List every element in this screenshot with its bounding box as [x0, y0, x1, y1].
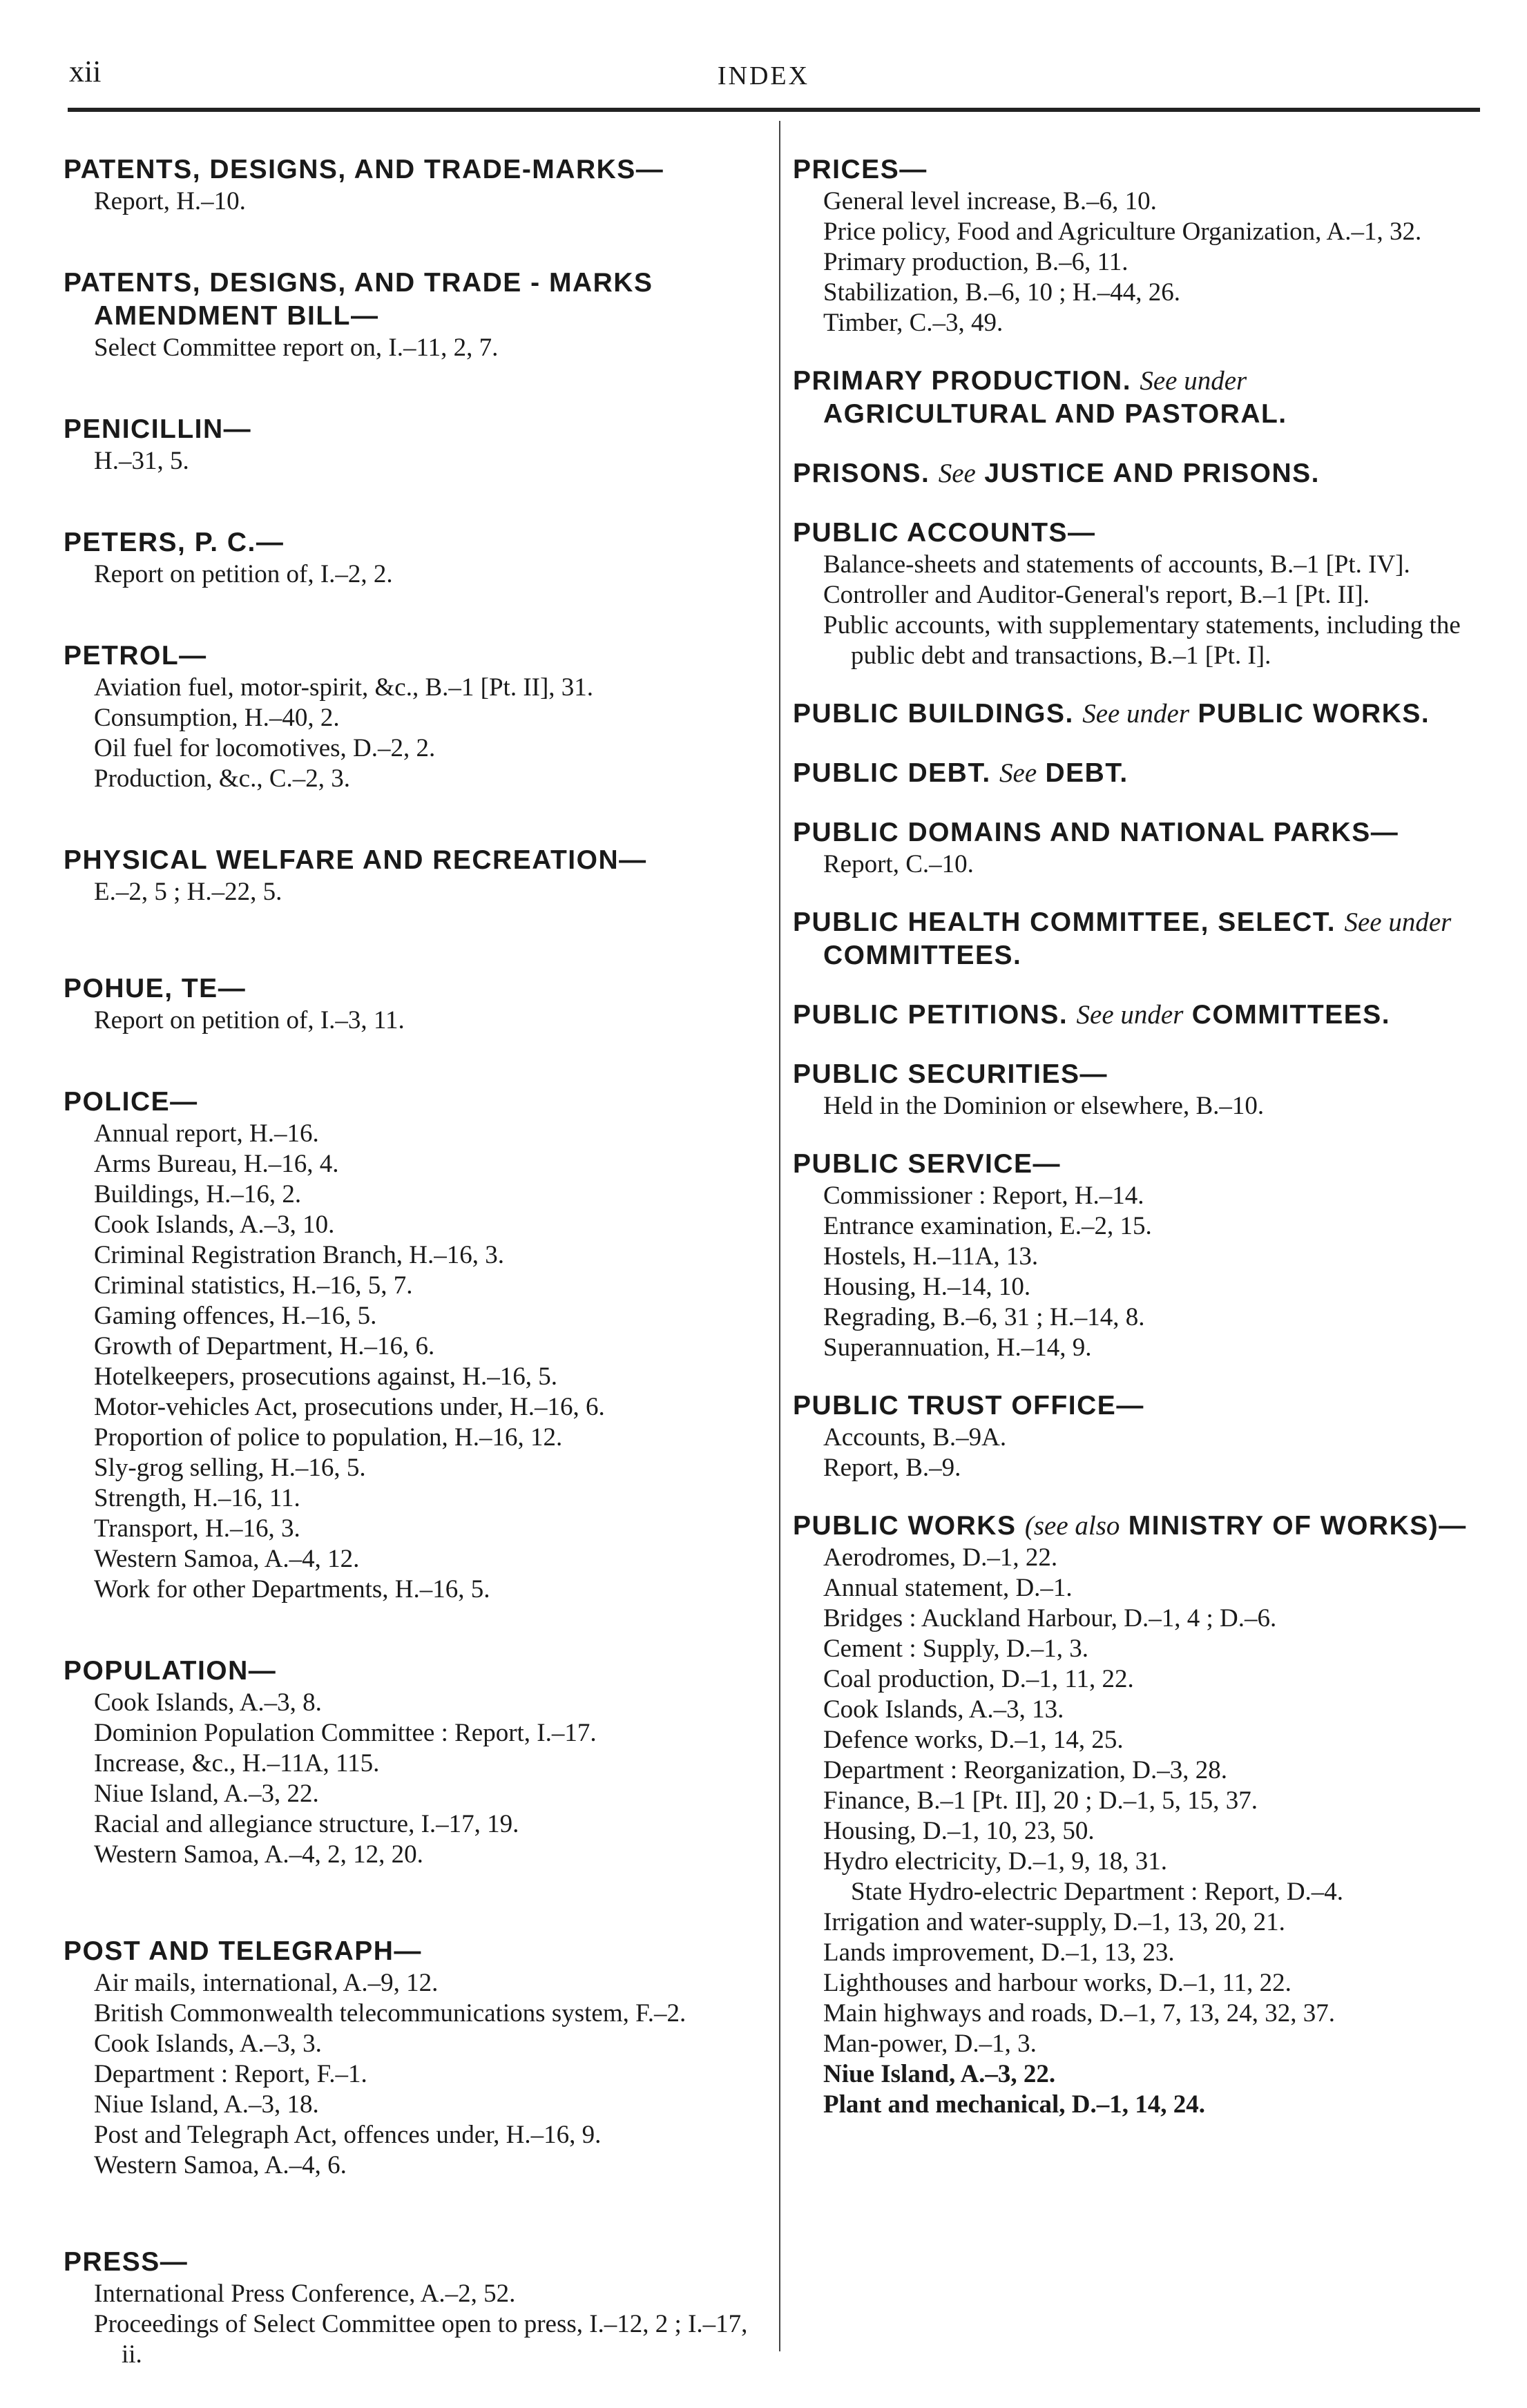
heading-text: PUBLIC SERVICE— — [793, 1149, 1062, 1179]
index-subentry: Held in the Dominion or elsewhere, B.–10. — [823, 1092, 1265, 1120]
index-entry-public_accounts — [793, 517, 1477, 671]
index-subentry: H.–31, 5. — [94, 447, 189, 475]
heading-text: PATENTS, DESIGNS, AND TRADE-MARKS— — [64, 155, 664, 184]
index-subentry: Hostels, H.–11A, 13. — [823, 1242, 1039, 1271]
heading-text: PUBLIC DOMAINS AND NATIONAL PARKS— — [793, 818, 1399, 847]
index-subentry: Defence works, D.–1, 14, 25. — [823, 1726, 1124, 1754]
index-subentry: Western Samoa, A.–4, 6. — [94, 2151, 347, 2179]
index-subentry: Niue Island, A.–3, 22. — [94, 1780, 319, 1808]
index-subentry: Gaming offences, H.–16, 5. — [94, 1302, 377, 1330]
index-subentry: Bridges : Auckland Harbour, D.–1, 4 ; D.–6. — [823, 1604, 1277, 1632]
index-subentry: Report on petition of, I.–3, 11. — [94, 1006, 405, 1034]
entry-heading — [793, 365, 1477, 431]
index-entry-public_trust — [793, 1389, 1477, 1483]
index-entry-penicillin — [64, 413, 761, 476]
index-subentry: Man-power, D.–1, 3. — [823, 2030, 1037, 2058]
see-reference: See under — [1076, 1000, 1184, 1030]
index-subentry: Public accounts, with supplementary statements, including the public debt and transactions, B.–1 [Pt. I]. — [823, 611, 1461, 670]
index-entry-patents1 — [64, 153, 761, 217]
entry-heading — [64, 639, 761, 673]
index-subentry: Criminal statistics, H.–16, 5, 7. — [94, 1271, 413, 1300]
index-subentry: Report, H.–10. — [94, 187, 246, 215]
index-subentry: International Press Conference, A.–2, 52. — [94, 2280, 516, 2308]
index-subentry: Criminal Registration Branch, H.–16, 3. — [94, 1241, 504, 1269]
index-subentry: Work for other Departments, H.–16, 5. — [94, 1575, 490, 1603]
index-subentry: Irrigation and water-supply, D.–1, 13, 20, 21. — [823, 1908, 1285, 1936]
index-subentry: Growth of Department, H.–16, 6. — [94, 1332, 435, 1360]
heading-text: PRIMARY PRODUCTION. — [793, 366, 1132, 396]
index-subentry: Cook Islands, A.–3, 13. — [823, 1695, 1064, 1724]
entry-heading — [64, 844, 761, 877]
entry-heading — [793, 1058, 1477, 1091]
heading-text: PHYSICAL WELFARE AND RECREATION— — [64, 845, 647, 875]
index-subentry: Stabilization, B.–6, 10 ; H.–44, 26. — [823, 278, 1180, 307]
index-subentry: Air mails, international, A.–9, 12. — [94, 1969, 439, 1997]
index-subentry: Western Samoa, A.–4, 12. — [94, 1545, 360, 1573]
heading-text: PUBLIC ACCOUNTS— — [793, 518, 1096, 548]
index-subentry: Niue Island, A.–3, 18. — [94, 2090, 319, 2119]
heading-text: POST AND TELEGRAPH— — [64, 1936, 422, 1966]
index-subentry: Post and Telegraph Act, offences under, H.–16, 9. — [94, 2121, 602, 2149]
index-subentry: Western Samoa, A.–4, 2, 12, 20. — [94, 1840, 423, 1869]
index-subentry: Regrading, B.–6, 31 ; H.–14, 8. — [823, 1303, 1145, 1331]
index-subentry: Transport, H.–16, 3. — [94, 1514, 300, 1543]
entry-heading — [793, 457, 1477, 490]
see-reference: See under — [1140, 366, 1247, 396]
index-subentry: Report, C.–10. — [823, 850, 974, 878]
index-subentry: Select Committee report on, I.–11, 2, 7. — [94, 334, 499, 362]
index-subentry: Aviation fuel, motor-spirit, &c., B.–1 [Pt. II], 31. — [94, 673, 594, 702]
index-subentry: State Hydro-electric Department : Report, D.–4. — [851, 1878, 1344, 1906]
index-entry-police — [64, 1086, 761, 1605]
index-subentry: Dominion Population Committee : Report, I.–17. — [94, 1719, 597, 1747]
index-entry-public_buildings — [793, 697, 1477, 731]
index-entry-prisons — [793, 457, 1477, 490]
entry-heading — [64, 2246, 761, 2279]
index-subentry: E.–2, 5 ; H.–22, 5. — [94, 878, 282, 906]
index-entry-press — [64, 2246, 761, 2370]
heading-text: PRESS— — [64, 2247, 189, 2277]
index-subentry: Production, &c., C.–2, 3. — [94, 764, 351, 793]
entry-heading — [793, 697, 1477, 731]
index-subentry: Buildings, H.–16, 2. — [94, 1180, 302, 1208]
index-subentry: Hydro electricity, D.–1, 9, 18, 31. — [823, 1847, 1168, 1876]
see-reference: (see also — [1024, 1511, 1120, 1541]
heading-text: PUBLIC PETITIONS. — [793, 1000, 1068, 1030]
index-subentry: Cook Islands, A.–3, 8. — [94, 1688, 322, 1717]
index-entry-public_debt — [793, 757, 1477, 790]
entry-heading — [64, 1086, 761, 1119]
index-subentry: Housing, D.–1, 10, 23, 50. — [823, 1817, 1095, 1845]
index-subentry: Cement : Supply, D.–1, 3. — [823, 1635, 1089, 1663]
see-reference: See — [999, 758, 1037, 788]
heading-text: PUBLIC BUILDINGS. — [793, 699, 1074, 729]
index-entry-public_works — [793, 1510, 1477, 2120]
column-divider — [779, 121, 780, 2351]
index-subentry: Niue Island, A.–3, 22. — [823, 2060, 1056, 2088]
index-subentry: Accounts, B.–9A. — [823, 1423, 1007, 1452]
index-subentry: General level increase, B.–6, 10. — [823, 187, 1157, 215]
index-entry-physical — [64, 844, 761, 907]
heading-text: PUBLIC WORKS — [793, 1511, 1017, 1541]
heading-text: PENICILLIN— — [64, 414, 252, 444]
index-entry-petrol — [64, 639, 761, 794]
entry-heading — [793, 999, 1477, 1032]
index-entry-public_petitions — [793, 999, 1477, 1032]
index-subentry: Proceedings of Select Committee open to press, I.–12, 2 ; I.–17, ii. — [94, 2310, 748, 2369]
cross-reference-target: AGRICULTURAL AND PASTORAL. — [823, 399, 1287, 429]
see-reference: See under — [1082, 699, 1190, 729]
index-entry-pohue — [64, 972, 761, 1036]
cross-reference-target: COMMITTEES. — [1191, 1000, 1391, 1030]
entry-heading — [64, 267, 761, 333]
index-entry-public_health — [793, 906, 1477, 972]
entry-heading — [793, 517, 1477, 550]
index-subentry: Department : Reorganization, D.–3, 28. — [823, 1756, 1228, 1784]
entry-heading — [64, 413, 761, 446]
index-subentry: Finance, B.–1 [Pt. II], 20 ; D.–1, 5, 15, 37. — [823, 1786, 1258, 1815]
index-subentry: Annual report, H.–16. — [94, 1119, 319, 1148]
index-entry-public_service — [793, 1148, 1477, 1363]
header-rule — [68, 108, 1480, 112]
index-entry-peters — [64, 526, 761, 590]
index-subentry: Increase, &c., H.–11A, 115. — [94, 1749, 380, 1778]
right-column — [793, 153, 1477, 2120]
index-subentry: Price policy, Food and Agriculture Organization, A.–1, 32. — [823, 218, 1422, 246]
heading-text: PETERS, P. C.— — [64, 528, 285, 557]
heading-text: PUBLIC HEALTH COMMITTEE, SELECT. — [793, 907, 1336, 937]
cross-reference-target: MINISTRY OF WORKS)— — [1128, 1511, 1467, 1541]
index-entry-primary — [793, 365, 1477, 431]
see-reference: See under — [1344, 907, 1452, 937]
cross-reference-target: COMMITTEES. — [823, 941, 1022, 970]
heading-text: POHUE, TE— — [64, 974, 247, 1003]
entry-heading — [64, 1655, 761, 1688]
index-subentry: Lands improvement, D.–1, 13, 23. — [823, 1938, 1175, 1967]
index-subentry: Main highways and roads, D.–1, 7, 13, 24, 32, 37. — [823, 1999, 1335, 2027]
index-subentry: Superannuation, H.–14, 9. — [823, 1333, 1092, 1362]
see-reference: See — [938, 459, 976, 488]
index-subentry: Consumption, H.–40, 2. — [94, 704, 340, 732]
index-subentry: Oil fuel for locomotives, D.–2, 2. — [94, 734, 436, 762]
heading-text: PRICES— — [793, 155, 928, 184]
index-subentry: Primary production, B.–6, 11. — [823, 248, 1129, 276]
index-subentry: Commissioner : Report, H.–14. — [823, 1182, 1144, 1210]
index-subentry: Report on petition of, I.–2, 2. — [94, 560, 393, 588]
entry-heading — [793, 1389, 1477, 1423]
index-entry-prices — [793, 153, 1477, 338]
entry-heading — [64, 526, 761, 559]
index-subentry: Aerodromes, D.–1, 22. — [823, 1543, 1058, 1572]
heading-text: PUBLIC DEBT. — [793, 758, 991, 788]
index-entry-post — [64, 1935, 761, 2181]
index-subentry: Coal production, D.–1, 11, 22. — [823, 1665, 1134, 1693]
index-entry-patents2 — [64, 267, 761, 363]
page-number: xii — [69, 55, 102, 88]
entry-heading — [793, 816, 1477, 849]
entry-heading — [793, 906, 1477, 972]
index-subentry: Sly-grog selling, H.–16, 5. — [94, 1454, 366, 1482]
index-subentry: Annual statement, D.–1. — [823, 1574, 1073, 1602]
heading-text: POPULATION— — [64, 1656, 277, 1686]
index-subentry: Balance-sheets and statements of accounts, B.–1 [Pt. IV]. — [823, 550, 1410, 579]
index-entry-public_domains — [793, 816, 1477, 880]
index-subentry: Entrance examination, E.–2, 15. — [823, 1212, 1152, 1240]
entry-heading — [793, 757, 1477, 790]
index-subentry: Racial and allegiance structure, I.–17, 19. — [94, 1810, 519, 1838]
heading-text: PETROL— — [64, 641, 207, 671]
left-column — [64, 153, 761, 2370]
index-entry-population — [64, 1655, 761, 1870]
index-subentry: Controller and Auditor-General's report, B.–1 [Pt. II]. — [823, 581, 1370, 609]
index-subentry: Report, B.–9. — [823, 1454, 961, 1482]
index-subentry: Plant and mechanical, D.–1, 14, 24. — [823, 2090, 1205, 2119]
index-subentry: Department : Report, F.–1. — [94, 2060, 367, 2088]
entry-heading — [793, 1510, 1477, 1543]
index-subentry: Strength, H.–16, 11. — [94, 1484, 300, 1512]
index-subentry: Housing, H.–14, 10. — [823, 1273, 1031, 1301]
heading-text: PATENTS, DESIGNS, AND TRADE - MARKS AMENDMENT BILL— — [64, 268, 653, 331]
heading-text: PUBLIC SECURITIES— — [793, 1059, 1108, 1089]
index-subentry: Proportion of police to population, H.–16, 12. — [94, 1423, 563, 1452]
index-entry-public_securities — [793, 1058, 1477, 1121]
cross-reference-target: PUBLIC WORKS. — [1198, 699, 1430, 729]
page-title: INDEX — [717, 61, 810, 90]
index-subentry: Arms Bureau, H.–16, 4. — [94, 1150, 339, 1178]
entry-heading — [64, 153, 761, 186]
index-subentry: Cook Islands, A.–3, 10. — [94, 1211, 335, 1239]
index-subentry: Motor-vehicles Act, prosecutions under, H.–16, 6. — [94, 1393, 605, 1421]
entry-heading — [793, 153, 1477, 186]
index-subentry: Cook Islands, A.–3, 3. — [94, 2030, 322, 2058]
index-subentry: Hotelkeepers, prosecutions against, H.–16, 5. — [94, 1362, 557, 1391]
heading-text: PUBLIC TRUST OFFICE— — [793, 1391, 1144, 1420]
entry-heading — [64, 1935, 761, 1968]
index-subentry: British Commonwealth telecommunications system, F.–2. — [94, 1999, 686, 2027]
cross-reference-target: JUSTICE AND PRISONS. — [984, 459, 1320, 488]
entry-heading — [64, 972, 761, 1005]
heading-text: PRISONS. — [793, 459, 930, 488]
index-subentry: Timber, C.–3, 49. — [823, 309, 1003, 337]
entry-heading — [793, 1148, 1477, 1181]
heading-text: POLICE— — [64, 1087, 198, 1117]
cross-reference-target: DEBT. — [1045, 758, 1129, 788]
index-subentry: Lighthouses and harbour works, D.–1, 11, 22. — [823, 1969, 1291, 1997]
